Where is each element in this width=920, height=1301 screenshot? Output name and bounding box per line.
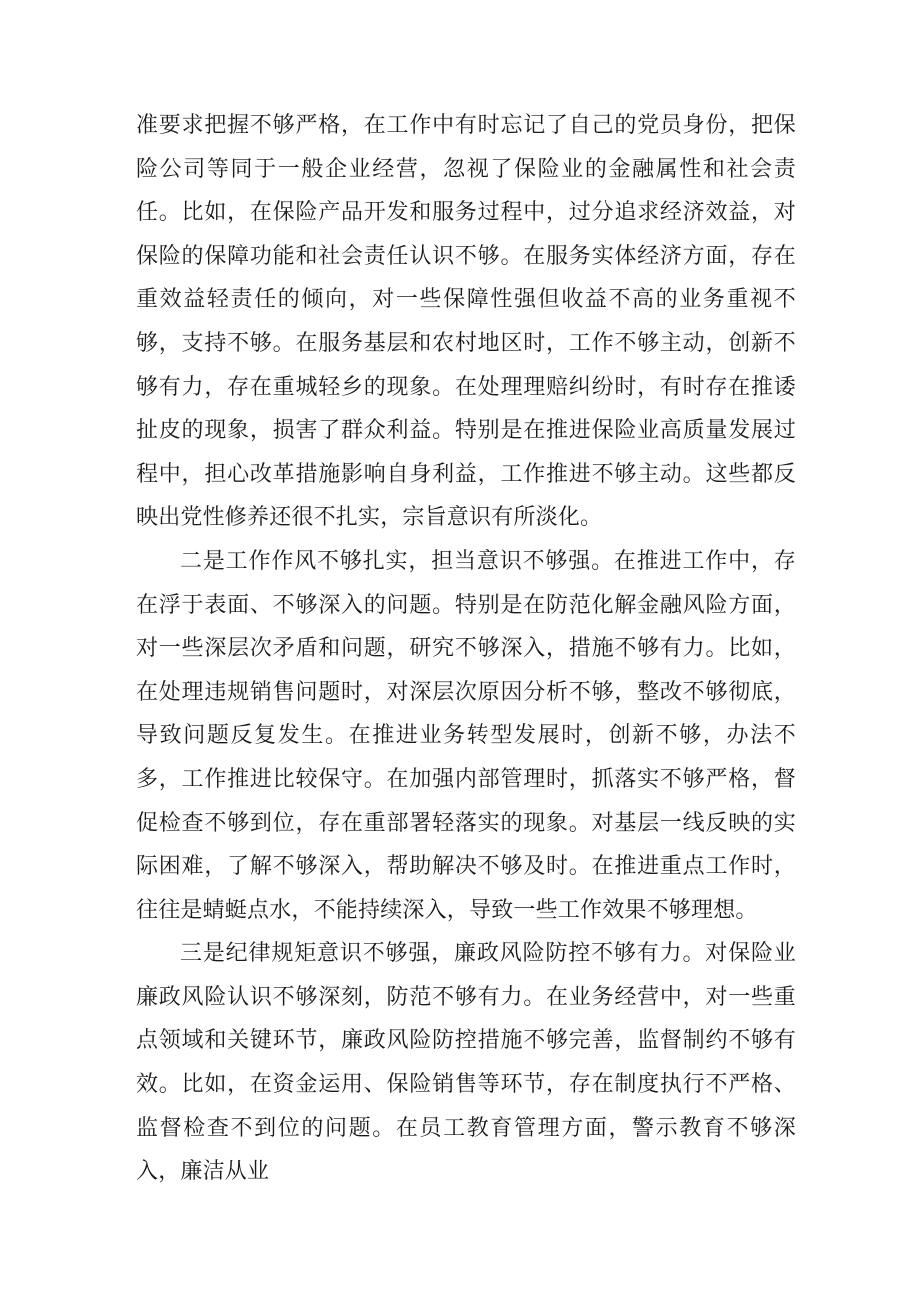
paragraph-continuation: 准要求把握不够严格，在工作中有时忘记了自己的党员身份，把保险公司等同于一般企业经营，忽视了保险业的金融属性和社会责任。比如，在保险产品开发和服务过程中，过分追求经济效益，对保险的保障功能和社会责任认识不够。在服务实体经济方面，存在重效益轻责任的倾向，对一些保障性强但收益不高的业务重视不够，支持不够。在服务基层和农村地区时，工作不够主动，创新不够有力，存在重城轻乡的现象。在处理理赔纠纷时，有时存在推诿扯皮的现象，损害了群众利益。特别是在推进保险业高质量发展过程中，担心改革措施影响自身利益，工作推进不够主动。这些都反映出党性修养还很不扎实，宗旨意识有所淡化。 <box>136 113 796 531</box>
paragraph-discipline: 三是纪律规矩意识不够强，廉政风险防控不够有力。对保险业廉政风险认识不够深刻，防范不够有力。在业务经营中，对一些重点领域和关键环节，廉政风险防控措施不够完善，监督制约不够有效。比如，在资金运用、保险销售等环节，存在制度执行不严格、监督检查不到位的问题。在员工教育管理方面，警示教育不够深入，廉洁从业 <box>136 941 796 1185</box>
paragraph-work-style: 二是工作作风不够扎实，担当意识不够强。在推进工作中，存在浮于表面、不够深入的问题。特别是在防范化解金融风险方面，对一些深层次矛盾和问题，研究不够深入，措施不够有力。比如，在处理违规销售问题时，对深层次原因分析不够，整改不够彻底，导致问题反复发生。在推进业务转型发展时，创新不够，办法不多，工作推进比较保守。在加强内部管理时，抓落实不够严格，督促检查不够到位，存在重部署轻落实的现象。对基层一线反映的实际困难，了解不够深入，帮助解决不够及时。在推进重点工作时，往往是蜻蜓点水，不能持续深入，导致一些工作效果不够理想。 <box>136 548 796 923</box>
document-body <box>136 104 796 1194</box>
